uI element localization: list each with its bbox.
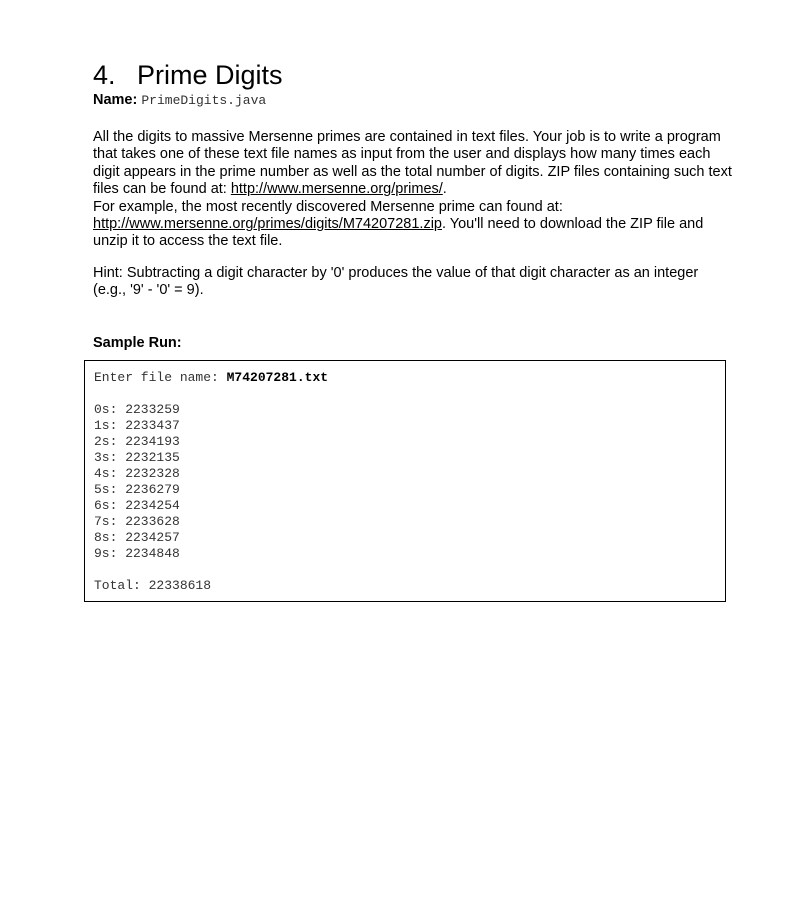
section-title-text: Prime Digits [137, 60, 283, 90]
section-number: 4. [93, 60, 116, 90]
digit-count-line: 8s: 2234257 [94, 530, 180, 545]
digit-count-line: 6s: 2234254 [94, 498, 180, 513]
name-filename: PrimeDigits.java [141, 93, 267, 108]
console-prompt: Enter file name: [94, 370, 227, 385]
console-blank-line [94, 562, 725, 578]
mersenne-primes-link[interactable]: http://www.mersenne.org/primes/ [230, 181, 443, 198]
name-line [93, 92, 733, 109]
description-text-d: . You'll need to download the ZIP file and unzip it to access the text file. [93, 216, 704, 250]
console-output [85, 361, 725, 594]
console-prompt-line [94, 370, 725, 386]
digit-count-line: 3s: 2232135 [94, 450, 180, 465]
description-paragraph [93, 129, 733, 251]
mersenne-zip-link[interactable]: http://www.mersenne.org/primes/digits/M74207281.zip [93, 216, 442, 233]
console-user-input: M74207281.txt [226, 370, 329, 385]
name-label: Name: [93, 92, 138, 108]
digit-count-line: 1s: 2233437 [94, 418, 180, 433]
console-blank-line [94, 386, 725, 402]
sample-run-box [84, 360, 726, 602]
hint-paragraph: Hint: Subtracting a digit character by '0' produces the value of that digit character as an integer (e.g., '9' - '0' = 9). [93, 264, 699, 299]
section-title [93, 58, 733, 92]
digit-count-line: 2s: 2234193 [94, 434, 180, 449]
digit-count-line: 5s: 2236279 [94, 482, 180, 497]
digit-count-line: 4s: 2232328 [94, 466, 180, 481]
sample-run-heading: Sample Run: [93, 334, 182, 351]
digit-count-line: 9s: 2234848 [94, 546, 180, 561]
description-text-c: For example, the most recently discovered Mersenne prime can found at: [93, 198, 563, 215]
digit-count-line: 0s: 2233259 [94, 402, 180, 417]
total-line: Total: 22338618 [94, 578, 212, 593]
document-page [93, 58, 733, 352]
description-text-b: . [442, 181, 447, 198]
digit-count-line: 7s: 2233628 [94, 514, 180, 529]
description-text-a: All the digits to massive Mersenne primes are contained in text files. Your job is to write a program that takes one of these text file names as input from the user and displays how many times each digit appears in the prime number as well as the total number of digits. ZIP files containing such text files can be found at: [93, 129, 732, 198]
